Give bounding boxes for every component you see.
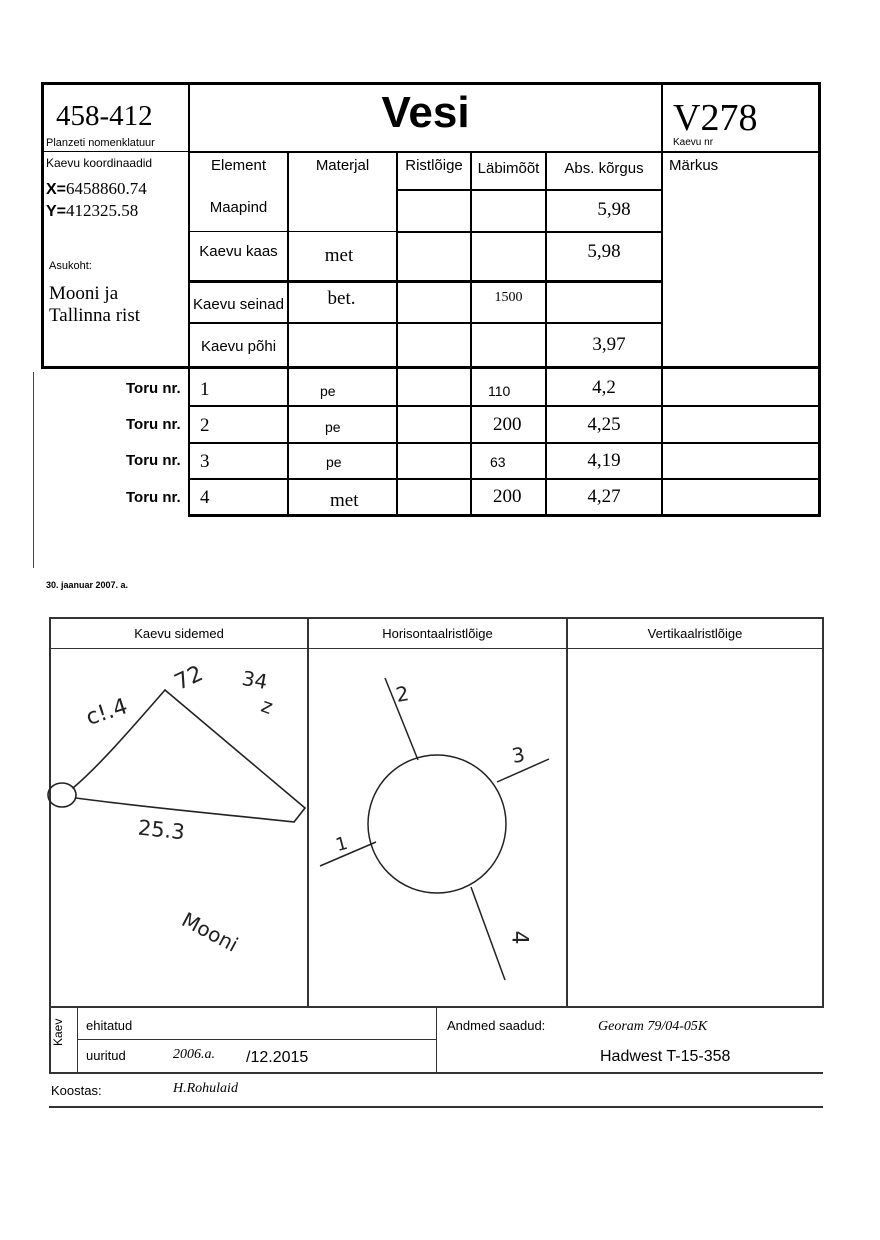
data-source-value: Georam 79/04-05K [598, 1019, 708, 1034]
pipe-label-4: 4 [506, 930, 532, 945]
sketch-header-vertical: Vertikaalristlõige [647, 626, 743, 641]
pipe-diameter: 200 [493, 414, 522, 435]
well-circle [368, 755, 506, 893]
pipe-label: Toru nr. [126, 452, 181, 469]
pipe-material: pe [320, 383, 336, 399]
surveyed-value: 2006.a. [173, 1047, 215, 1062]
pipe-diameter: 63 [490, 454, 506, 470]
pipe-height: 4,25 [587, 414, 621, 435]
well-symbol [48, 783, 76, 807]
coord-y-label: Y= [46, 203, 67, 220]
author-label: Koostas: [51, 1083, 102, 1098]
data-source-extra: Hadwest T-15-358 [600, 1048, 731, 1065]
pipe-material: met [330, 490, 359, 511]
pipe-material: pe [326, 454, 342, 470]
author-value: H.Rohulaid [173, 1081, 238, 1096]
pipe-label: Toru nr. [126, 489, 181, 506]
col-notes: Märkus [669, 157, 719, 174]
data-source-label: Andmed saadud: [447, 1018, 546, 1033]
col-section: Ristlõige [405, 157, 463, 174]
pipe-height: 4,19 [587, 450, 621, 471]
pipe-number: 2 [200, 415, 210, 436]
col-material: Materjal [315, 157, 370, 174]
coord-y-value: 412325.58 [66, 201, 139, 220]
pipe-label-3: 3 [510, 742, 527, 768]
page-title: Vesi [381, 88, 470, 137]
street-name-handwritten: Mooni [177, 907, 243, 957]
date: 30. jaanuar 2007. a. [46, 580, 129, 590]
element-name: Kaevu põhi [200, 338, 277, 355]
sheet-number: 458-412 [56, 100, 153, 132]
pipe-line-4 [471, 887, 505, 980]
element-height: 5,98 [597, 199, 631, 220]
sheet-label: Planzeti nomenklatuur [46, 137, 155, 149]
surveyed-extra: /12.2015 [246, 1049, 309, 1066]
element-diameter: 1500 [494, 290, 523, 305]
sketch-header-horizontal: Horisontaalristlõige [382, 626, 493, 641]
well-number: V278 [673, 97, 758, 139]
pipe-height: 4,27 [587, 486, 621, 507]
element-material: met [324, 245, 354, 266]
built-label: ehitatud [86, 1018, 133, 1033]
pipe-material: pe [325, 419, 341, 435]
coord-x-label: X= [46, 181, 67, 198]
element-name: Maapind [209, 199, 268, 216]
location-label: Asukoht: [49, 260, 92, 272]
pipe-number: 4 [200, 487, 210, 508]
col-height: Abs. kõrgus [564, 160, 644, 177]
sketch-header-links: Kaevu sidemed [134, 626, 224, 641]
tie-line-c [294, 808, 305, 822]
pipe-label: Toru nr. [126, 416, 181, 433]
well-number-label: Kaevu nr [673, 137, 714, 148]
element-height: 3,97 [592, 334, 626, 355]
tie-distance-3: 34 [240, 665, 270, 695]
col-diameter: Läbimõõt [477, 160, 540, 177]
coords-label: Kaevu koordinaadid [46, 156, 153, 170]
col-element: Element [210, 157, 267, 174]
element-material: bet. [327, 288, 356, 309]
coord-x-value: 6458860.74 [66, 179, 147, 198]
pipe-number: 3 [200, 451, 210, 472]
pipe-diameter: 200 [493, 486, 522, 507]
tie-distance-4: 25.3 [136, 815, 186, 845]
tie-distance-3b: z [258, 692, 277, 720]
location-line2: Tallinna rist [49, 305, 141, 326]
pipe-label-1: 1 [333, 832, 350, 857]
tie-distance-2: 72 [171, 661, 207, 696]
location-line1: Mooni ja [49, 283, 119, 304]
element-name: Kaevu kaas [199, 243, 278, 260]
element-height: 5,98 [587, 241, 621, 262]
tie-distance-1: c!.4 [83, 694, 131, 731]
pipe-label-2: 2 [394, 681, 411, 707]
tie-line-b [165, 690, 305, 808]
pipe-height: 4,2 [592, 377, 616, 398]
element-name: Kaevu seinad [193, 296, 284, 313]
pipe-number: 1 [200, 379, 210, 400]
surveyed-label: uuritud [86, 1048, 126, 1063]
tie-line-d [76, 798, 294, 822]
well-side-label: Kaev [51, 1018, 65, 1046]
pipe-label: Toru nr. [126, 380, 181, 397]
pipe-diameter: 110 [488, 383, 511, 399]
